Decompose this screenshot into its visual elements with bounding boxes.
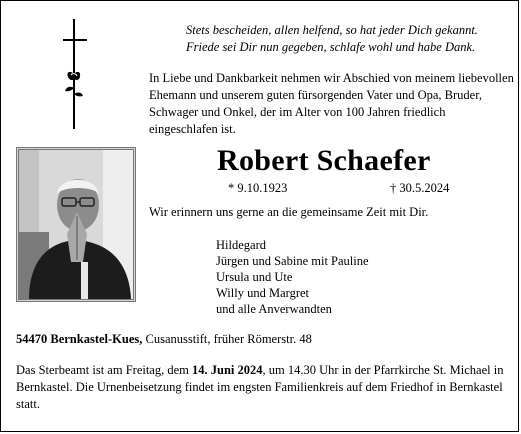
mourner-item: Jürgen und Sabine mit Pauline bbox=[216, 254, 369, 268]
deceased-name: Robert Schaefer bbox=[217, 144, 431, 177]
remember-text: Wir erinnern uns gerne an die gemeinsame Zeit mit Dir. bbox=[149, 205, 429, 219]
rose-icon bbox=[60, 66, 88, 106]
quote-line-1: Stets bescheiden, allen helfend, so hat jeder Dich gekannt. bbox=[186, 23, 478, 37]
notice-date: 14. Juni 2024 bbox=[192, 363, 263, 377]
mourner-item: Willy und Margret bbox=[216, 286, 309, 300]
mourner-item: Hildegard bbox=[216, 238, 266, 252]
notice-part-2: , um 14.30 Uhr in der Pfarrkirche St. Michael in Bernkastel. Die Urnenbeisetzung findet im engsten Familienkreis auf dem Friedhof in Bernkastel statt. bbox=[16, 363, 504, 411]
mourners-list bbox=[216, 237, 369, 317]
address-place: 54470 Bernkastel-Kues, bbox=[16, 332, 143, 346]
portrait-photo bbox=[16, 147, 136, 302]
intro-text: In Liebe und Dankbarkeit nehmen wir Abschied von meinem liebevollen Ehemann und unserem guten fürsorgenden Vater und Opa, Bruder, Schwager und Onkel, der im Alter von 100 Jahren friedlich eingeschlafen ist. bbox=[149, 71, 514, 136]
cross-icon-bar bbox=[63, 39, 87, 41]
notice-part-1: Das Sterbeamt ist am Freitag, dem bbox=[16, 363, 193, 377]
death-date: † 30.5.2024 bbox=[390, 181, 450, 195]
mourner-item: und alle Anverwandten bbox=[216, 302, 332, 316]
address-street: Cusanusstift, früher Römerstr. 48 bbox=[142, 332, 312, 346]
portrait-image bbox=[19, 150, 133, 299]
service-notice bbox=[16, 362, 506, 413]
quote-line-2: Friede sei Dir nun gegeben, schlafe wohl und habe Dank. bbox=[186, 40, 476, 54]
quote bbox=[186, 22, 478, 56]
mourner-item: Ursula und Ute bbox=[216, 270, 293, 284]
address bbox=[16, 332, 312, 347]
birth-date: * 9.10.1923 bbox=[228, 181, 288, 195]
